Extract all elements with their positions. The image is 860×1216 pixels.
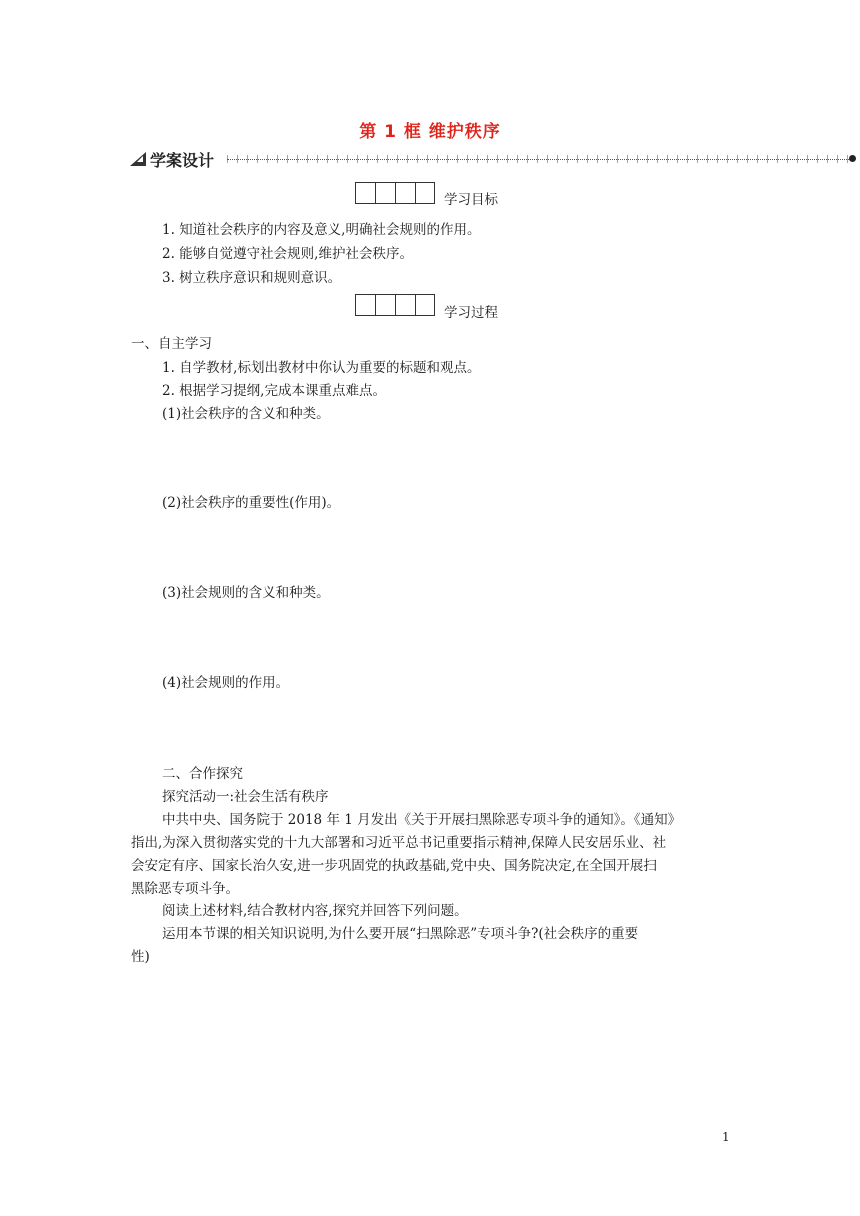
blank-box bbox=[395, 294, 415, 316]
process-box-strip bbox=[355, 294, 435, 316]
question-line: 性) bbox=[131, 949, 150, 965]
blank-box bbox=[355, 294, 375, 316]
material-line: 黑除恶专项斗争。 bbox=[131, 881, 239, 897]
goal-item: 3. 树立秩序意识和规则意识。 bbox=[162, 270, 342, 286]
blank-box bbox=[415, 294, 435, 316]
material-line: 指出,为深入贯彻落实党的十九大部署和习近平总书记重要指示精神,保障人民安居乐业、社 bbox=[131, 835, 667, 851]
material-line: 会安定有序、国家长治久安,进一步巩固党的执政基础,党中央、国务院决定,在全国开展扫 bbox=[131, 858, 657, 874]
part1-heading: 一、自主学习 bbox=[131, 336, 212, 352]
goals-heading: 学习目标 bbox=[444, 192, 498, 208]
goal-item: 2. 能够自觉遵守社会规则,维护社会秩序。 bbox=[162, 246, 413, 262]
page-number: 1 bbox=[722, 1130, 730, 1144]
study-question: (3)社会规则的含义和种类。 bbox=[162, 585, 330, 601]
lesson-title: 第 1 框 维护秩序 bbox=[359, 122, 501, 142]
part2-heading: 二、合作探究 bbox=[162, 766, 243, 782]
banner-end-dot bbox=[849, 155, 856, 162]
blank-box bbox=[395, 182, 415, 204]
study-step: 1. 自学教材,标划出教材中你认为重要的标题和观点。 bbox=[162, 360, 481, 376]
question-line: 运用本节课的相关知识说明,为什么要开展“扫黑除恶”专项斗争?(社会秩序的重要 bbox=[162, 926, 639, 942]
blank-box bbox=[375, 294, 395, 316]
banner-dotted-line bbox=[227, 159, 849, 160]
blank-box bbox=[415, 182, 435, 204]
banner-label: 学案设计 bbox=[150, 151, 215, 170]
material-line: 中共中央、国务院于 2018 年 1 月发出《关于开展扫黑除恶专项斗争的通知》。《通知》 bbox=[162, 812, 682, 828]
activity-title: 探究活动一:社会生活有秩序 bbox=[162, 789, 329, 805]
blank-box bbox=[375, 182, 395, 204]
instruction-text: 阅读上述材料,结合教材内容,探究并回答下列问题。 bbox=[162, 903, 468, 919]
section-banner bbox=[130, 148, 856, 170]
blank-box bbox=[355, 182, 375, 204]
banner-triangle-icon bbox=[130, 152, 146, 166]
process-heading: 学习过程 bbox=[444, 305, 498, 321]
study-step: 2. 根据学习提纲,完成本课重点难点。 bbox=[162, 383, 386, 399]
study-question: (4)社会规则的作用。 bbox=[162, 675, 290, 691]
goals-box-strip bbox=[355, 182, 435, 204]
study-question: (2)社会秩序的重要性(作用)。 bbox=[162, 495, 341, 511]
goal-item: 1. 知道社会秩序的内容及意义,明确社会规则的作用。 bbox=[162, 222, 481, 238]
study-question: (1)社会秩序的含义和种类。 bbox=[162, 406, 330, 422]
